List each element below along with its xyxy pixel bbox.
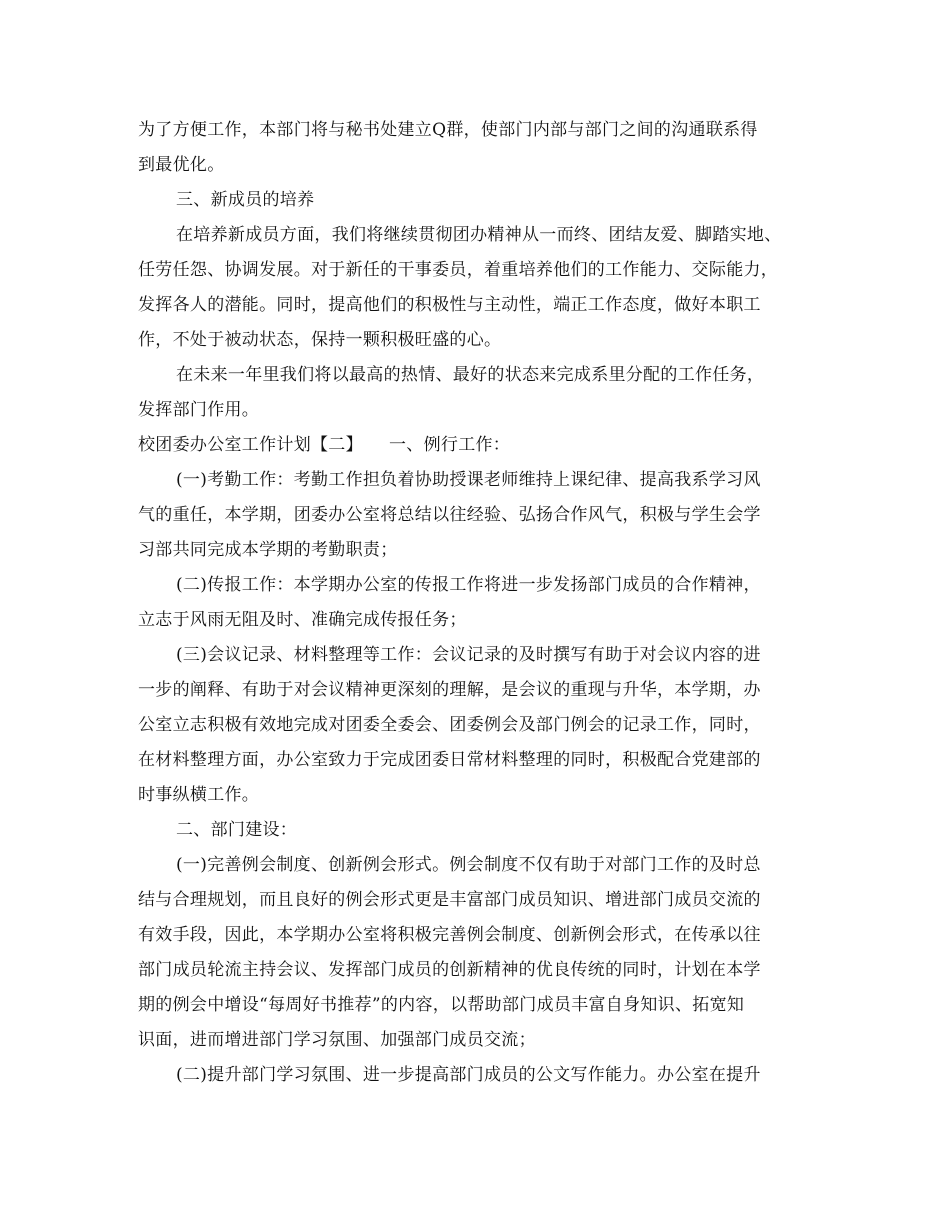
text-line: 气的重任，本学期，团委办公室将总结以往经验、弘扬合作风气，积极与学生会学 <box>138 505 761 525</box>
text-line: (三)会议记录、材料整理等工作：会议记录的及时撰写有助于对会议内容的进 <box>176 645 761 665</box>
text-line: (一)考勤工作：考勤工作担负着协助授课老师维持上课纪律、提高我系学习风 <box>176 470 761 490</box>
plan-title-line: 校团委办公室工作计划【二】 一、例行工作： <box>138 435 511 455</box>
text-line: 在材料整理方面，办公室致力于完成团委日常材料整理的同时，积极配合党建部的 <box>138 750 761 770</box>
text-line: 到最优化。 <box>138 155 225 175</box>
text-line: (二)传报工作：本学期办公室的传报工作将进一步发扬部门成员的合作精神， <box>176 575 761 595</box>
text-line: (一)完善例会制度、创新例会形式。例会制度不仅有助于对部门工作的及时总 <box>176 855 761 875</box>
text-line: 公室立志积极有效地完成对团委全委会、团委例会及部门例会的记录工作，同时， <box>138 715 761 735</box>
text-line: 时事纵横工作。 <box>138 785 260 805</box>
text-line: 期的例会中增设“每周好书推荐”的内容，以帮助部门成员丰富自身知识、拓宽知 <box>138 995 745 1015</box>
text-line: 任劳任怨、协调发展。对于新任的干事委员，着重培养他们的工作能力、交际能力， <box>138 260 779 280</box>
text-line: 发挥各人的潜能。同时，提高他们的积极性与主动性，端正工作态度，做好本职工 <box>138 295 761 315</box>
text-line: 结与合理规划，而且良好的例会形式更是丰富部门成员知识、增进部门成员交流的 <box>138 890 761 910</box>
section-heading: 二、部门建设： <box>176 820 298 840</box>
text-line: 部门成员轮流主持会议、发挥部门成员的创新精神的优良传统的同时，计划在本学 <box>138 960 761 980</box>
text-line: 识面，进而增进部门学习氛围、加强部门成员交流； <box>138 1030 536 1050</box>
section-heading: 三、新成员的培养 <box>176 190 315 210</box>
text-line: 发挥部门作用。 <box>138 400 260 420</box>
text-line: 有效手段，因此，本学期办公室将积极完善例会制度、创新例会形式，在传承以往 <box>138 925 761 945</box>
text-line: 在未来一年里我们将以最高的热情、最好的状态来完成系里分配的工作任务， <box>176 365 765 385</box>
text-line: 作，不处于被动状态，保持一颗积极旺盛的心。 <box>138 330 502 350</box>
text-line: 立志于风雨无阻及时、准确完成传报任务； <box>138 610 467 630</box>
text-line: 一步的阐释、有助于对会议精神更深刻的理解，是会议的重现与升华，本学期，办 <box>138 680 761 700</box>
text-line: 习部共同完成本学期的考勤职责； <box>138 540 398 560</box>
text-line: 为了方便工作，本部门将与秘书处建立Q群，使部门内部与部门之间的沟通联系得 <box>138 120 758 140</box>
text-line: (二)提升部门学习氛围、进一步提高部门成员的公文写作能力。办公室在提升 <box>176 1065 761 1085</box>
text-line: 在培养新成员方面，我们将继续贯彻团办精神从一而终、团结友爱、脚踏实地、 <box>176 225 782 245</box>
